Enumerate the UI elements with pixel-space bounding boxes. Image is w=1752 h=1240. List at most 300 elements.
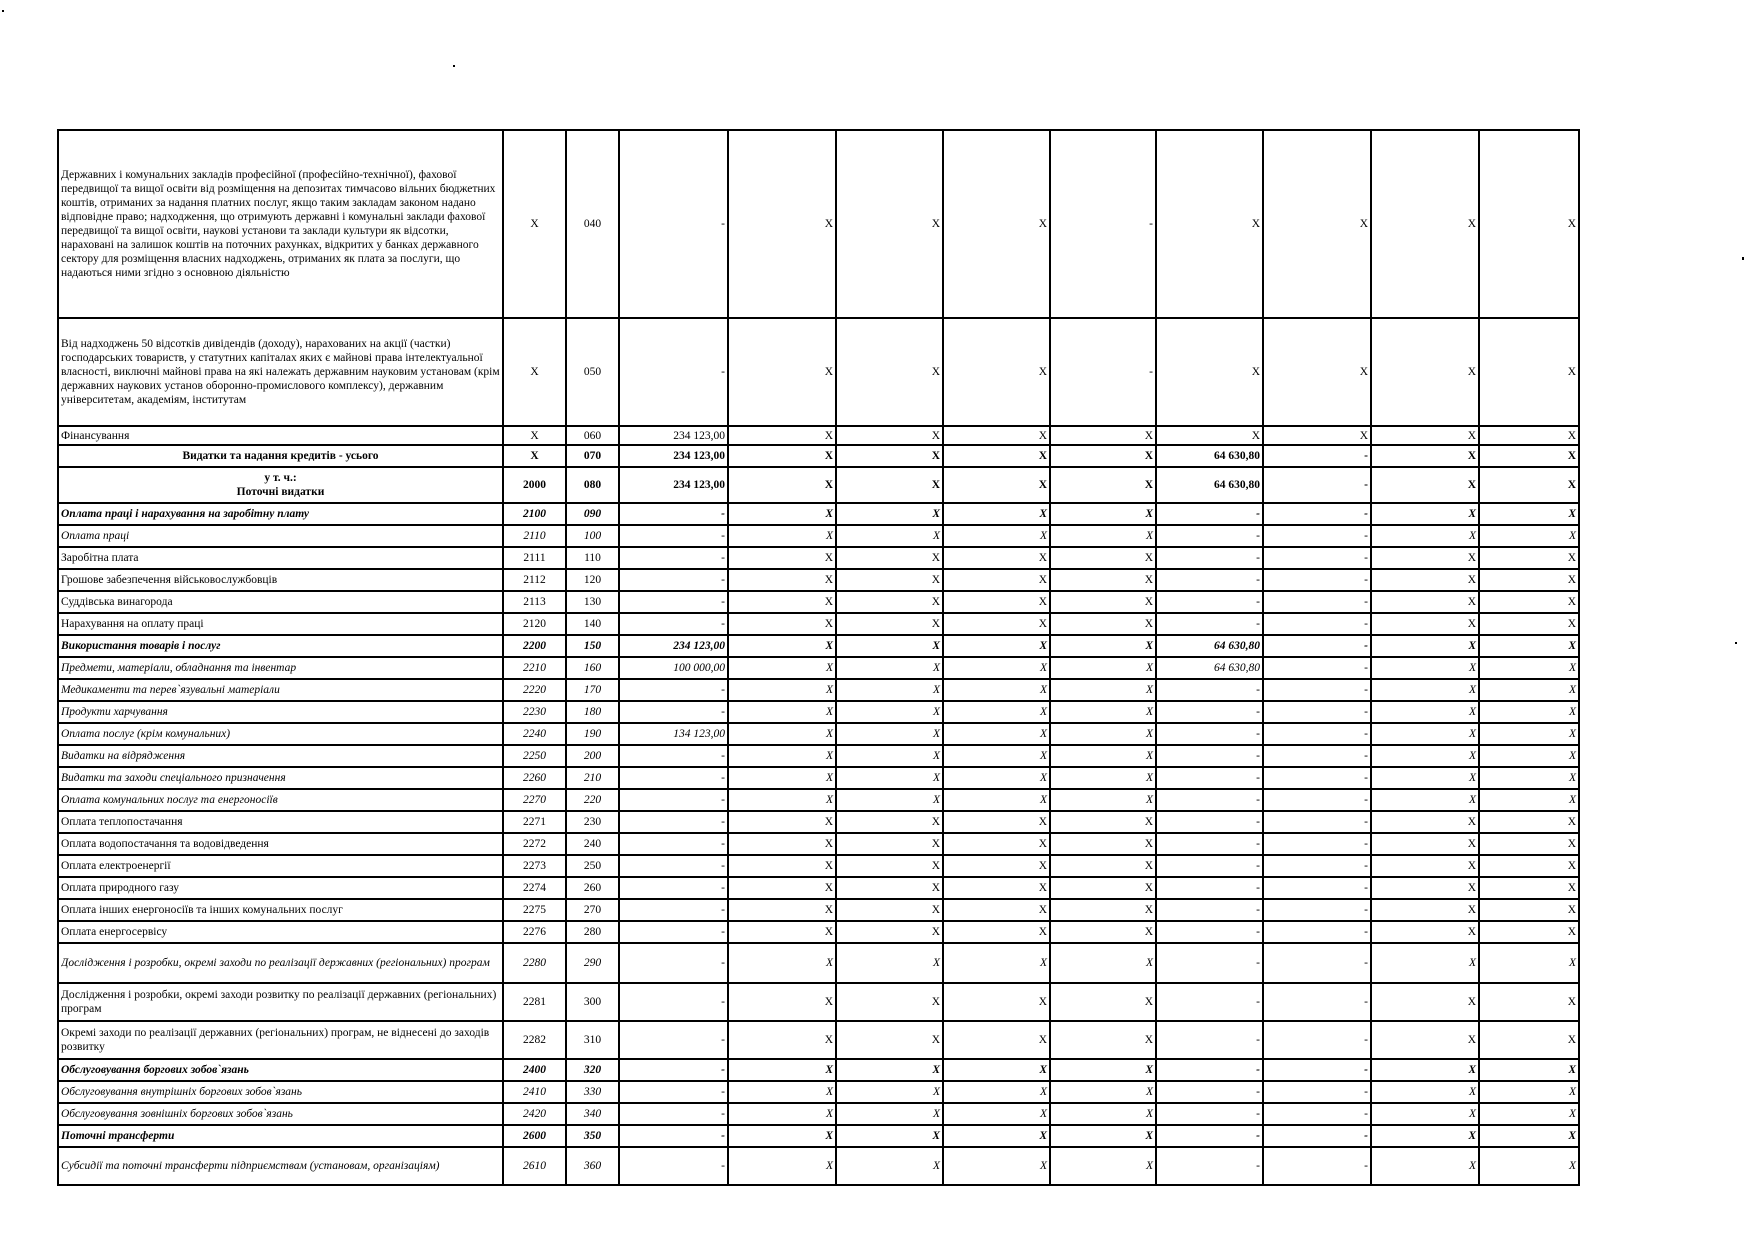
row-line-number: 280 <box>566 921 619 943</box>
row-value-cell: X <box>1479 1125 1579 1147</box>
row-value-cell: X <box>1050 833 1156 855</box>
table-row <box>58 983 1579 1021</box>
row-value-cell: X <box>1371 547 1479 569</box>
row-value-cell: X <box>728 503 836 525</box>
row-value-cell: - <box>619 1081 728 1103</box>
row-value-cell: X <box>1479 445 1579 467</box>
row-value-cell: - <box>1156 1147 1263 1185</box>
row-line-number: 240 <box>566 833 619 855</box>
row-value-cell: X <box>836 855 943 877</box>
row-code: 2272 <box>503 833 566 855</box>
row-name-prefix: у т. ч.: <box>264 472 297 484</box>
row-value-cell: - <box>1263 701 1371 723</box>
row-code: 2280 <box>503 943 566 983</box>
row-name <box>58 855 503 877</box>
row-value-cell: X <box>1371 635 1479 657</box>
row-value-cell: X <box>1156 130 1263 318</box>
row-value-cell: - <box>1263 833 1371 855</box>
row-value-cell: - <box>1156 591 1263 613</box>
row-value-cell: - <box>1263 445 1371 467</box>
row-code: 2276 <box>503 921 566 943</box>
row-value-cell: X <box>1479 899 1579 921</box>
row-value-cell: - <box>1050 318 1156 426</box>
row-value-cell: - <box>619 745 728 767</box>
row-value-cell: X <box>836 679 943 701</box>
row-value-cell: - <box>619 921 728 943</box>
row-value-cell: X <box>1050 635 1156 657</box>
table-row <box>58 657 1579 679</box>
table-row <box>58 591 1579 613</box>
row-value-cell: X <box>836 467 943 503</box>
row-name-text: Суддівська винагорода <box>61 596 173 608</box>
row-code: 2260 <box>503 767 566 789</box>
row-name <box>58 983 503 1021</box>
row-value-cell: - <box>619 701 728 723</box>
row-name <box>58 657 503 679</box>
row-value-cell: X <box>836 811 943 833</box>
row-line-number: 100 <box>566 525 619 547</box>
row-value-cell: X <box>1371 318 1479 426</box>
row-code: 2113 <box>503 591 566 613</box>
row-value-cell: X <box>1050 745 1156 767</box>
row-value-cell: - <box>619 1125 728 1147</box>
row-value-cell: - <box>619 1021 728 1059</box>
row-value-cell: - <box>1263 547 1371 569</box>
row-name <box>58 613 503 635</box>
row-name-text: Поточні видатки <box>236 486 325 498</box>
row-value-cell: - <box>1263 635 1371 657</box>
table-row <box>58 833 1579 855</box>
row-value-cell: X <box>1479 503 1579 525</box>
row-line-number: 270 <box>566 899 619 921</box>
row-name-text: Оплата природного газу <box>61 882 180 894</box>
row-value-cell: - <box>1263 899 1371 921</box>
row-name <box>58 899 503 921</box>
row-value-cell: - <box>1263 1147 1371 1185</box>
row-line-number: 110 <box>566 547 619 569</box>
table-row <box>58 811 1579 833</box>
row-value-cell: X <box>728 833 836 855</box>
row-value-cell: X <box>836 318 943 426</box>
row-value-cell: - <box>1263 855 1371 877</box>
row-value-cell: X <box>943 767 1050 789</box>
row-name-text: Видатки та надання кредитів - усього <box>182 450 379 462</box>
row-value-cell: - <box>1156 767 1263 789</box>
row-value-cell: - <box>619 943 728 983</box>
row-name-text: Оплата електроенергії <box>61 860 171 872</box>
row-value-cell: X <box>836 613 943 635</box>
row-value-cell: X <box>1050 899 1156 921</box>
table-row <box>58 921 1579 943</box>
row-value-cell: X <box>1050 467 1156 503</box>
row-code: 2271 <box>503 811 566 833</box>
row-value-cell: X <box>728 1103 836 1125</box>
row-value-cell: X <box>1479 635 1579 657</box>
row-value-cell: X <box>943 983 1050 1021</box>
row-code: 2600 <box>503 1125 566 1147</box>
row-value-cell: X <box>1050 426 1156 445</box>
row-name <box>58 635 503 657</box>
row-value-cell: X <box>1371 467 1479 503</box>
row-name-text: Оплата праці <box>61 530 130 542</box>
row-value-cell: X <box>728 467 836 503</box>
row-name-text: Медикаменти та перев`язувальні матеріали <box>61 684 280 696</box>
row-line-number: 050 <box>566 318 619 426</box>
row-line-number: 310 <box>566 1021 619 1059</box>
row-value-cell: X <box>728 591 836 613</box>
row-value-cell: X <box>1371 1059 1479 1081</box>
row-name <box>58 811 503 833</box>
row-value-cell: X <box>1479 1103 1579 1125</box>
row-value-cell: - <box>1156 877 1263 899</box>
row-value-cell: X <box>1050 811 1156 833</box>
row-value-cell: X <box>1479 701 1579 723</box>
row-value-cell: X <box>728 445 836 467</box>
row-code: 2240 <box>503 723 566 745</box>
row-value-cell: X <box>1479 1059 1579 1081</box>
row-value-cell: X <box>728 318 836 426</box>
row-value-cell: X <box>1371 445 1479 467</box>
table-row <box>58 855 1579 877</box>
row-value-cell: X <box>836 1081 943 1103</box>
row-line-number: 340 <box>566 1103 619 1125</box>
row-name <box>58 525 503 547</box>
row-value-cell: X <box>728 723 836 745</box>
table-row <box>58 899 1579 921</box>
row-value-cell: X <box>943 877 1050 899</box>
row-code: 2410 <box>503 1081 566 1103</box>
row-value-cell: - <box>1156 789 1263 811</box>
row-value-cell: X <box>836 745 943 767</box>
table-row <box>58 130 1579 318</box>
row-value-cell: X <box>836 1147 943 1185</box>
row-name <box>58 547 503 569</box>
row-value-cell: 64 630,80 <box>1156 657 1263 679</box>
row-value-cell: X <box>1050 503 1156 525</box>
table-row <box>58 426 1579 445</box>
row-value-cell: X <box>1371 899 1479 921</box>
table-row <box>58 1125 1579 1147</box>
row-value-cell: X <box>1050 569 1156 591</box>
row-name <box>58 833 503 855</box>
row-code: 2274 <box>503 877 566 899</box>
row-code: X <box>503 318 566 426</box>
row-value-cell: X <box>728 1059 836 1081</box>
row-name <box>58 745 503 767</box>
row-value-cell: X <box>728 943 836 983</box>
row-value-cell: X <box>728 899 836 921</box>
row-code: 2230 <box>503 701 566 723</box>
row-value-cell: X <box>836 833 943 855</box>
row-name <box>58 921 503 943</box>
row-value-cell: X <box>836 1059 943 1081</box>
row-value-cell: X <box>943 445 1050 467</box>
row-value-cell: X <box>1479 426 1579 445</box>
row-value-cell: X <box>728 921 836 943</box>
row-value-cell: X <box>1371 1125 1479 1147</box>
scan-speck <box>1735 642 1737 644</box>
row-code: 2100 <box>503 503 566 525</box>
row-code: 2220 <box>503 679 566 701</box>
row-value-cell: X <box>943 657 1050 679</box>
row-value-cell: X <box>1371 591 1479 613</box>
row-value-cell: - <box>619 547 728 569</box>
row-line-number: 320 <box>566 1059 619 1081</box>
row-name <box>58 445 503 467</box>
row-value-cell: - <box>619 525 728 547</box>
row-code: X <box>503 445 566 467</box>
row-value-cell: - <box>1263 1059 1371 1081</box>
row-code: 2111 <box>503 547 566 569</box>
row-name-text: Дослідження і розробки, окремі заходи розвитку по реалізації державних (регіональних) програм <box>61 989 497 1015</box>
row-value-cell: X <box>1371 877 1479 899</box>
row-value-cell: X <box>1050 789 1156 811</box>
row-value-cell: - <box>1156 1125 1263 1147</box>
row-value-cell: - <box>619 811 728 833</box>
row-value-cell: X <box>943 679 1050 701</box>
row-name <box>58 467 503 503</box>
row-name <box>58 569 503 591</box>
row-value-cell: - <box>1156 613 1263 635</box>
row-value-cell: X <box>728 657 836 679</box>
row-value-cell: - <box>1263 1021 1371 1059</box>
row-value-cell: X <box>728 635 836 657</box>
row-value-cell: X <box>943 1103 1050 1125</box>
row-value-cell: X <box>1371 1103 1479 1125</box>
row-value-cell: X <box>943 943 1050 983</box>
row-value-cell: X <box>943 745 1050 767</box>
row-name-text: Нарахування на оплату праці <box>61 618 204 630</box>
row-name-text: Фінансування <box>61 429 130 442</box>
row-value-cell: X <box>1479 943 1579 983</box>
row-value-cell: - <box>1156 811 1263 833</box>
row-value-cell: X <box>728 426 836 445</box>
row-value-cell: - <box>619 1059 728 1081</box>
table-row <box>58 723 1579 745</box>
row-value-cell: X <box>943 723 1050 745</box>
row-value-cell: X <box>1479 679 1579 701</box>
row-value-cell: 64 630,80 <box>1156 467 1263 503</box>
row-name <box>58 426 503 445</box>
row-value-cell: - <box>1263 525 1371 547</box>
row-name-text: Використання товарів і послуг <box>61 640 221 652</box>
row-value-cell: X <box>1050 983 1156 1021</box>
row-value-cell: X <box>728 767 836 789</box>
row-value-cell: X <box>1479 921 1579 943</box>
row-code: 2112 <box>503 569 566 591</box>
row-value-cell: X <box>943 833 1050 855</box>
row-name-text: Обслуговування внутрішніх боргових зобов`язань <box>61 1086 302 1098</box>
table-row <box>58 767 1579 789</box>
row-value-cell: X <box>836 657 943 679</box>
row-name-text: Грошове забезпечення військовослужбовців <box>61 574 278 586</box>
row-code: 2281 <box>503 983 566 1021</box>
row-value-cell: X <box>836 445 943 467</box>
row-value-cell: X <box>943 318 1050 426</box>
row-value-cell: - <box>619 899 728 921</box>
row-line-number: 170 <box>566 679 619 701</box>
row-name-text: Оплата праці і нарахування на заробітну плату <box>61 508 310 520</box>
row-value-cell: X <box>728 1125 836 1147</box>
row-value-cell: X <box>1156 318 1263 426</box>
row-value-cell: X <box>1050 767 1156 789</box>
row-value-cell: 234 123,00 <box>619 426 728 445</box>
row-value-cell: X <box>1371 723 1479 745</box>
row-value-cell: X <box>1371 811 1479 833</box>
row-value-cell: X <box>943 701 1050 723</box>
row-name-text: Видатки та заходи спеціального призначення <box>61 772 286 784</box>
row-value-cell: - <box>1156 679 1263 701</box>
scan-speck <box>453 65 455 67</box>
row-value-cell: X <box>943 569 1050 591</box>
row-line-number: 350 <box>566 1125 619 1147</box>
row-name-text: Оплата водопостачання та водовідведення <box>61 838 269 850</box>
table-row <box>58 569 1579 591</box>
row-value-cell: X <box>943 1059 1050 1081</box>
row-line-number: 300 <box>566 983 619 1021</box>
row-value-cell: - <box>619 130 728 318</box>
table-row <box>58 445 1579 467</box>
table-row <box>58 1103 1579 1125</box>
budget-table <box>57 129 1580 1186</box>
row-value-cell: X <box>1263 426 1371 445</box>
row-value-cell: X <box>943 503 1050 525</box>
row-line-number: 210 <box>566 767 619 789</box>
row-name-text: Оплата теплопостачання <box>61 816 183 828</box>
row-name-text: Окремі заходи по реалізації державних (регіональних) програм, не віднесені до заходів розвитку <box>61 1027 490 1053</box>
row-value-cell: X <box>728 130 836 318</box>
row-name <box>58 723 503 745</box>
row-value-cell: - <box>619 1147 728 1185</box>
row-name <box>58 877 503 899</box>
row-value-cell: X <box>1263 318 1371 426</box>
row-value-cell: X <box>728 569 836 591</box>
row-value-cell: X <box>728 679 836 701</box>
scan-speck <box>1742 257 1744 260</box>
row-value-cell: X <box>943 467 1050 503</box>
row-value-cell: X <box>1371 855 1479 877</box>
row-value-cell: X <box>1371 130 1479 318</box>
row-value-cell: - <box>1263 811 1371 833</box>
table-row <box>58 635 1579 657</box>
row-value-cell: X <box>836 503 943 525</box>
row-value-cell: X <box>1479 657 1579 679</box>
row-value-cell: X <box>1479 1081 1579 1103</box>
row-value-cell: X <box>1371 1147 1479 1185</box>
row-line-number: 290 <box>566 943 619 983</box>
row-name <box>58 318 503 426</box>
row-value-cell: X <box>943 130 1050 318</box>
row-name <box>58 1059 503 1081</box>
row-value-cell: X <box>836 943 943 983</box>
row-value-cell: - <box>1156 899 1263 921</box>
table-row <box>58 789 1579 811</box>
row-code: 2200 <box>503 635 566 657</box>
row-value-cell: X <box>1050 679 1156 701</box>
row-value-cell: - <box>1263 591 1371 613</box>
row-value-cell: X <box>943 591 1050 613</box>
row-value-cell: X <box>836 635 943 657</box>
row-line-number: 040 <box>566 130 619 318</box>
row-value-cell: X <box>836 1125 943 1147</box>
row-value-cell: X <box>1050 591 1156 613</box>
table-row <box>58 745 1579 767</box>
row-name <box>58 1021 503 1059</box>
row-value-cell: - <box>619 318 728 426</box>
row-value-cell: X <box>1050 445 1156 467</box>
row-value-cell: X <box>1050 701 1156 723</box>
row-value-cell: - <box>1263 503 1371 525</box>
row-name <box>58 1103 503 1125</box>
row-value-cell: X <box>836 701 943 723</box>
row-value-cell: X <box>836 789 943 811</box>
row-code: 2273 <box>503 855 566 877</box>
row-value-cell: X <box>836 767 943 789</box>
row-value-cell: X <box>728 547 836 569</box>
row-line-number: 080 <box>566 467 619 503</box>
row-name <box>58 789 503 811</box>
row-value-cell: X <box>943 789 1050 811</box>
scan-speck <box>2 10 4 12</box>
row-value-cell: X <box>1050 1147 1156 1185</box>
row-value-cell: X <box>836 525 943 547</box>
row-value-cell: X <box>836 426 943 445</box>
table-row <box>58 525 1579 547</box>
row-value-cell: X <box>943 855 1050 877</box>
row-value-cell: - <box>619 503 728 525</box>
row-value-cell: X <box>836 1021 943 1059</box>
row-name-text: Оплата послуг (крім комунальних) <box>61 728 231 740</box>
row-value-cell: X <box>1479 318 1579 426</box>
row-value-cell: - <box>1156 921 1263 943</box>
table-row <box>58 318 1579 426</box>
row-name-text: Обслуговування зовнішніх боргових зобов`язань <box>61 1108 293 1120</box>
row-line-number: 090 <box>566 503 619 525</box>
row-value-cell: X <box>1371 1021 1479 1059</box>
row-name <box>58 701 503 723</box>
row-value-cell: X <box>1371 679 1479 701</box>
row-value-cell: - <box>1156 833 1263 855</box>
row-value-cell: X <box>1050 1125 1156 1147</box>
row-value-cell: X <box>1479 811 1579 833</box>
table-row <box>58 613 1579 635</box>
row-value-cell: X <box>836 723 943 745</box>
row-name-text: Поточні трансферти <box>61 1130 175 1142</box>
row-name-text: Субсидії та поточні трансферти підприємствам (установам, організаціям) <box>61 1160 440 1172</box>
row-value-cell: X <box>1050 943 1156 983</box>
row-value-cell: - <box>1263 1125 1371 1147</box>
row-value-cell: - <box>619 679 728 701</box>
row-value-cell: 64 630,80 <box>1156 635 1263 657</box>
row-value-cell: X <box>836 899 943 921</box>
row-code: 2420 <box>503 1103 566 1125</box>
row-value-cell: 134 123,00 <box>619 723 728 745</box>
row-value-cell: X <box>943 811 1050 833</box>
row-code: 2282 <box>503 1021 566 1059</box>
row-value-cell: X <box>1050 547 1156 569</box>
row-value-cell: - <box>619 767 728 789</box>
row-value-cell: X <box>943 1021 1050 1059</box>
table-row <box>58 679 1579 701</box>
row-name-text: Державних і комунальних закладів професійної (професійно-технічної), фахової передвищої та вищої освіти від розміщення на депозитах тимчасово вільних бюджетних коштів, отриманих за надання платних послуг, якщо таким закладам законом надано відповідне право; надходження, що отримують державні і комунальні заклади фахової передвищої та вищої освіти, наукові установи та заклади культури як відсотки, нараховані на залишок коштів на поточних рахунках, відкритих у банках державного сектору для розміщення власних надходжень, отриманих як плата за послуги, що надаються ними згідно з основною діяльністю <box>61 169 496 279</box>
row-value-cell: - <box>1156 1081 1263 1103</box>
row-value-cell: X <box>1263 130 1371 318</box>
row-line-number: 200 <box>566 745 619 767</box>
row-value-cell: X <box>1371 943 1479 983</box>
row-value-cell: X <box>836 1103 943 1125</box>
row-value-cell: X <box>1479 1147 1579 1185</box>
row-line-number: 230 <box>566 811 619 833</box>
